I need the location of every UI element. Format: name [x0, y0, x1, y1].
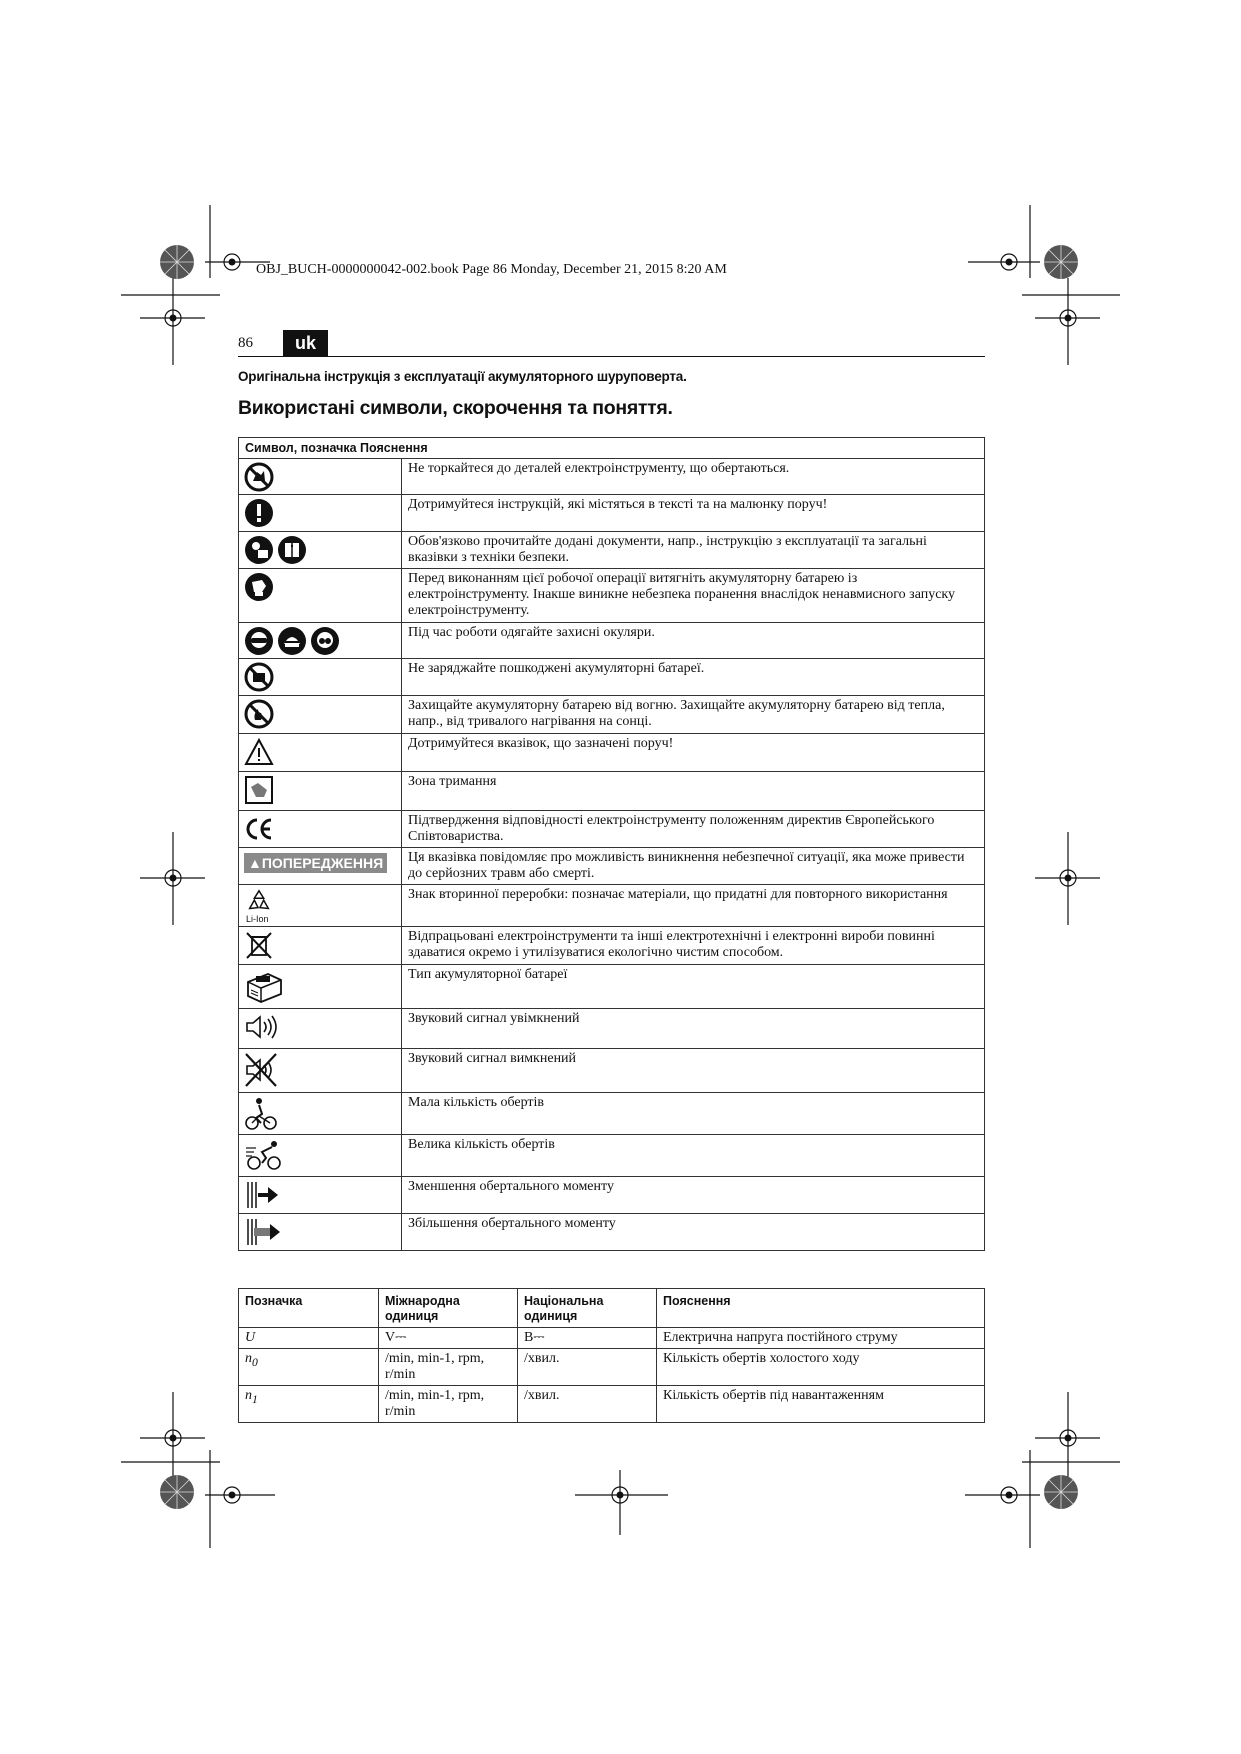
- table-row: [239, 1328, 985, 1349]
- unit-international: V⎓: [379, 1328, 518, 1349]
- torque-decrease-icon: [244, 1180, 282, 1210]
- wear-visor-icon: [277, 626, 307, 656]
- symbols-table: [238, 437, 985, 1251]
- table-row: [239, 848, 985, 885]
- remove-battery-icon: [244, 572, 274, 602]
- units-table-header: [239, 1289, 985, 1328]
- symbol-description: Мала кількість обертів: [402, 1093, 985, 1135]
- page-number: 86: [238, 335, 253, 351]
- table-row: [239, 459, 985, 495]
- symbol-description: Підтвердження відповідності електроінструменту положенням директив Європейського Співтовариства.: [402, 811, 985, 848]
- read-manual-icon: [244, 535, 274, 565]
- unit-symbol: n: [245, 1351, 252, 1366]
- table-row: [239, 696, 985, 734]
- table-row: [239, 569, 985, 623]
- table-row: [239, 965, 985, 1009]
- table-row: [239, 659, 985, 696]
- table-row: [239, 1177, 985, 1214]
- low-speed-cyclist-icon: [244, 1096, 278, 1132]
- table-row: [239, 1049, 985, 1093]
- unit-explanation: Кількість обертів холостого ходу: [657, 1349, 985, 1386]
- symbol-description: Відпрацьовані електроінструменти та інші електротехнічні і електронні вироби повинні здаватися окремо і утилізуватися екологічно чистим способом.: [402, 927, 985, 965]
- symbol-description: Зменшення обертального моменту: [402, 1177, 985, 1214]
- unit-symbol: U: [245, 1330, 256, 1345]
- li-ion-caption: Li-Ion: [246, 914, 269, 924]
- unit-international: /min, min-1, rpm, r/min: [379, 1349, 518, 1386]
- unit-explanation: Кількість обертів під навантаженням: [657, 1386, 985, 1423]
- unit-symbol-subscript: 1: [252, 1392, 258, 1406]
- unit-international: /min, min-1, rpm, r/min: [379, 1386, 518, 1423]
- ce-mark-icon: [244, 814, 274, 844]
- no-touch-rotating-icon: [244, 462, 274, 492]
- read-book-icon: [277, 535, 307, 565]
- symbol-description: Дотримуйтеся інструкцій, які містяться в тексті та на малюнку поруч!: [402, 495, 985, 532]
- crossed-bin-icon: [244, 930, 274, 960]
- grip-zone-icon: [244, 775, 274, 805]
- table-row: [239, 1135, 985, 1177]
- unit-national: /хвил.: [518, 1386, 657, 1423]
- wear-goggles-icon: [244, 626, 274, 656]
- header-rule: [238, 356, 985, 357]
- symbol-description: Велика кількість обертів: [402, 1135, 985, 1177]
- unit-symbol: n: [245, 1388, 252, 1403]
- table-row: [239, 1093, 985, 1135]
- symbol-description: Не торкайтеся до деталей електроінструменту, що обертаються.: [402, 459, 985, 495]
- symbols-header-cell: Символ, позначка Пояснення: [239, 438, 985, 459]
- file-info-line: OBJ_BUCH-0000000042-002.book Page 86 Monday, December 21, 2015 8:20 AM: [256, 262, 727, 277]
- table-row: [239, 1214, 985, 1251]
- symbols-table-header: [239, 438, 985, 459]
- symbol-description: Знак вторинної переробки: позначає матеріали, що придатні для повторного використання: [402, 885, 985, 927]
- units-table: [238, 1288, 985, 1423]
- units-header-symbol: Позначка: [239, 1289, 379, 1328]
- table-row: [239, 1349, 985, 1386]
- symbol-description: Перед виконанням цієї робочої операції витягніть акумуляторну батарею із електроінструменту. Інакше виникне небезпека поранення внаслідок ненавмисного запуску електроінструменту.: [402, 569, 985, 623]
- units-header-intl: Міжнародна одиниця: [379, 1289, 518, 1328]
- symbol-description: Ця вказівка повідомляє про можливість виникнення небезпечної ситуації, яка може привести до серйозних травм або смерті.: [402, 848, 985, 885]
- symbol-description: Збільшення обертального моменту: [402, 1214, 985, 1251]
- warning-badge-icon: ▲: [248, 855, 262, 871]
- symbol-description: Дотримуйтеся вказівок, що зазначені поруч!: [402, 734, 985, 772]
- symbol-description: Не заряджайте пошкоджені акумуляторні батареї.: [402, 659, 985, 696]
- symbol-description: Захищайте акумуляторну батарею від вогню. Захищайте акумуляторну батарею від тепла, напр., від тривалого нагрівання на сонці.: [402, 696, 985, 734]
- symbol-description: Звуковий сигнал вимкнений: [402, 1049, 985, 1093]
- battery-pack-icon: [244, 968, 284, 1006]
- table-row: [239, 734, 985, 772]
- table-row: [239, 532, 985, 569]
- table-row: [239, 772, 985, 811]
- high-speed-cyclist-icon: [244, 1138, 284, 1172]
- table-row: [239, 623, 985, 659]
- sound-off-icon: [244, 1052, 280, 1088]
- unit-symbol-subscript: 0: [252, 1355, 258, 1369]
- symbol-description: Тип акумуляторної батареї: [402, 965, 985, 1009]
- table-row: [239, 495, 985, 532]
- table-row: [239, 1009, 985, 1049]
- symbol-description: Обов'язково прочитайте додані документи, напр., інструкцію з експлуатації та загальні вказівки з техніки безпеки.: [402, 532, 985, 569]
- symbol-description: Зона тримання: [402, 772, 985, 811]
- sound-on-icon: [244, 1012, 280, 1042]
- table-row: [239, 1386, 985, 1423]
- units-header-national: Національна одиниця: [518, 1289, 657, 1328]
- unit-explanation: Електрична напруга постійного струму: [657, 1328, 985, 1349]
- page-title: Використані символи, скорочення та поняття.: [238, 397, 673, 419]
- no-fire-heat-battery-icon: [244, 699, 274, 729]
- document-subtitle: Оригінальна інструкція з експлуатації акумуляторного шуруповерта.: [238, 369, 687, 384]
- unit-national: /хвил.: [518, 1349, 657, 1386]
- no-charge-damaged-battery-icon: [244, 662, 274, 692]
- unit-national: В⎓: [518, 1328, 657, 1349]
- warning-badge-label: ПОПЕРЕДЖЕННЯ: [261, 855, 384, 871]
- warning-triangle-icon: [244, 737, 274, 767]
- mandatory-exclamation-icon: [244, 498, 274, 528]
- table-row: [239, 885, 985, 927]
- table-row: [239, 927, 985, 965]
- units-header-explanation: Пояснення: [657, 1289, 985, 1328]
- torque-increase-icon: [244, 1217, 284, 1247]
- language-tab: uk: [283, 330, 328, 356]
- warning-badge: [244, 853, 387, 873]
- symbol-description: Під час роботи одягайте захисні окуляри.: [402, 623, 985, 659]
- recycle-li-ion-icon: [244, 888, 276, 926]
- wear-glasses-icon: [310, 626, 340, 656]
- symbol-description: Звуковий сигнал увімкнений: [402, 1009, 985, 1049]
- table-row: [239, 811, 985, 848]
